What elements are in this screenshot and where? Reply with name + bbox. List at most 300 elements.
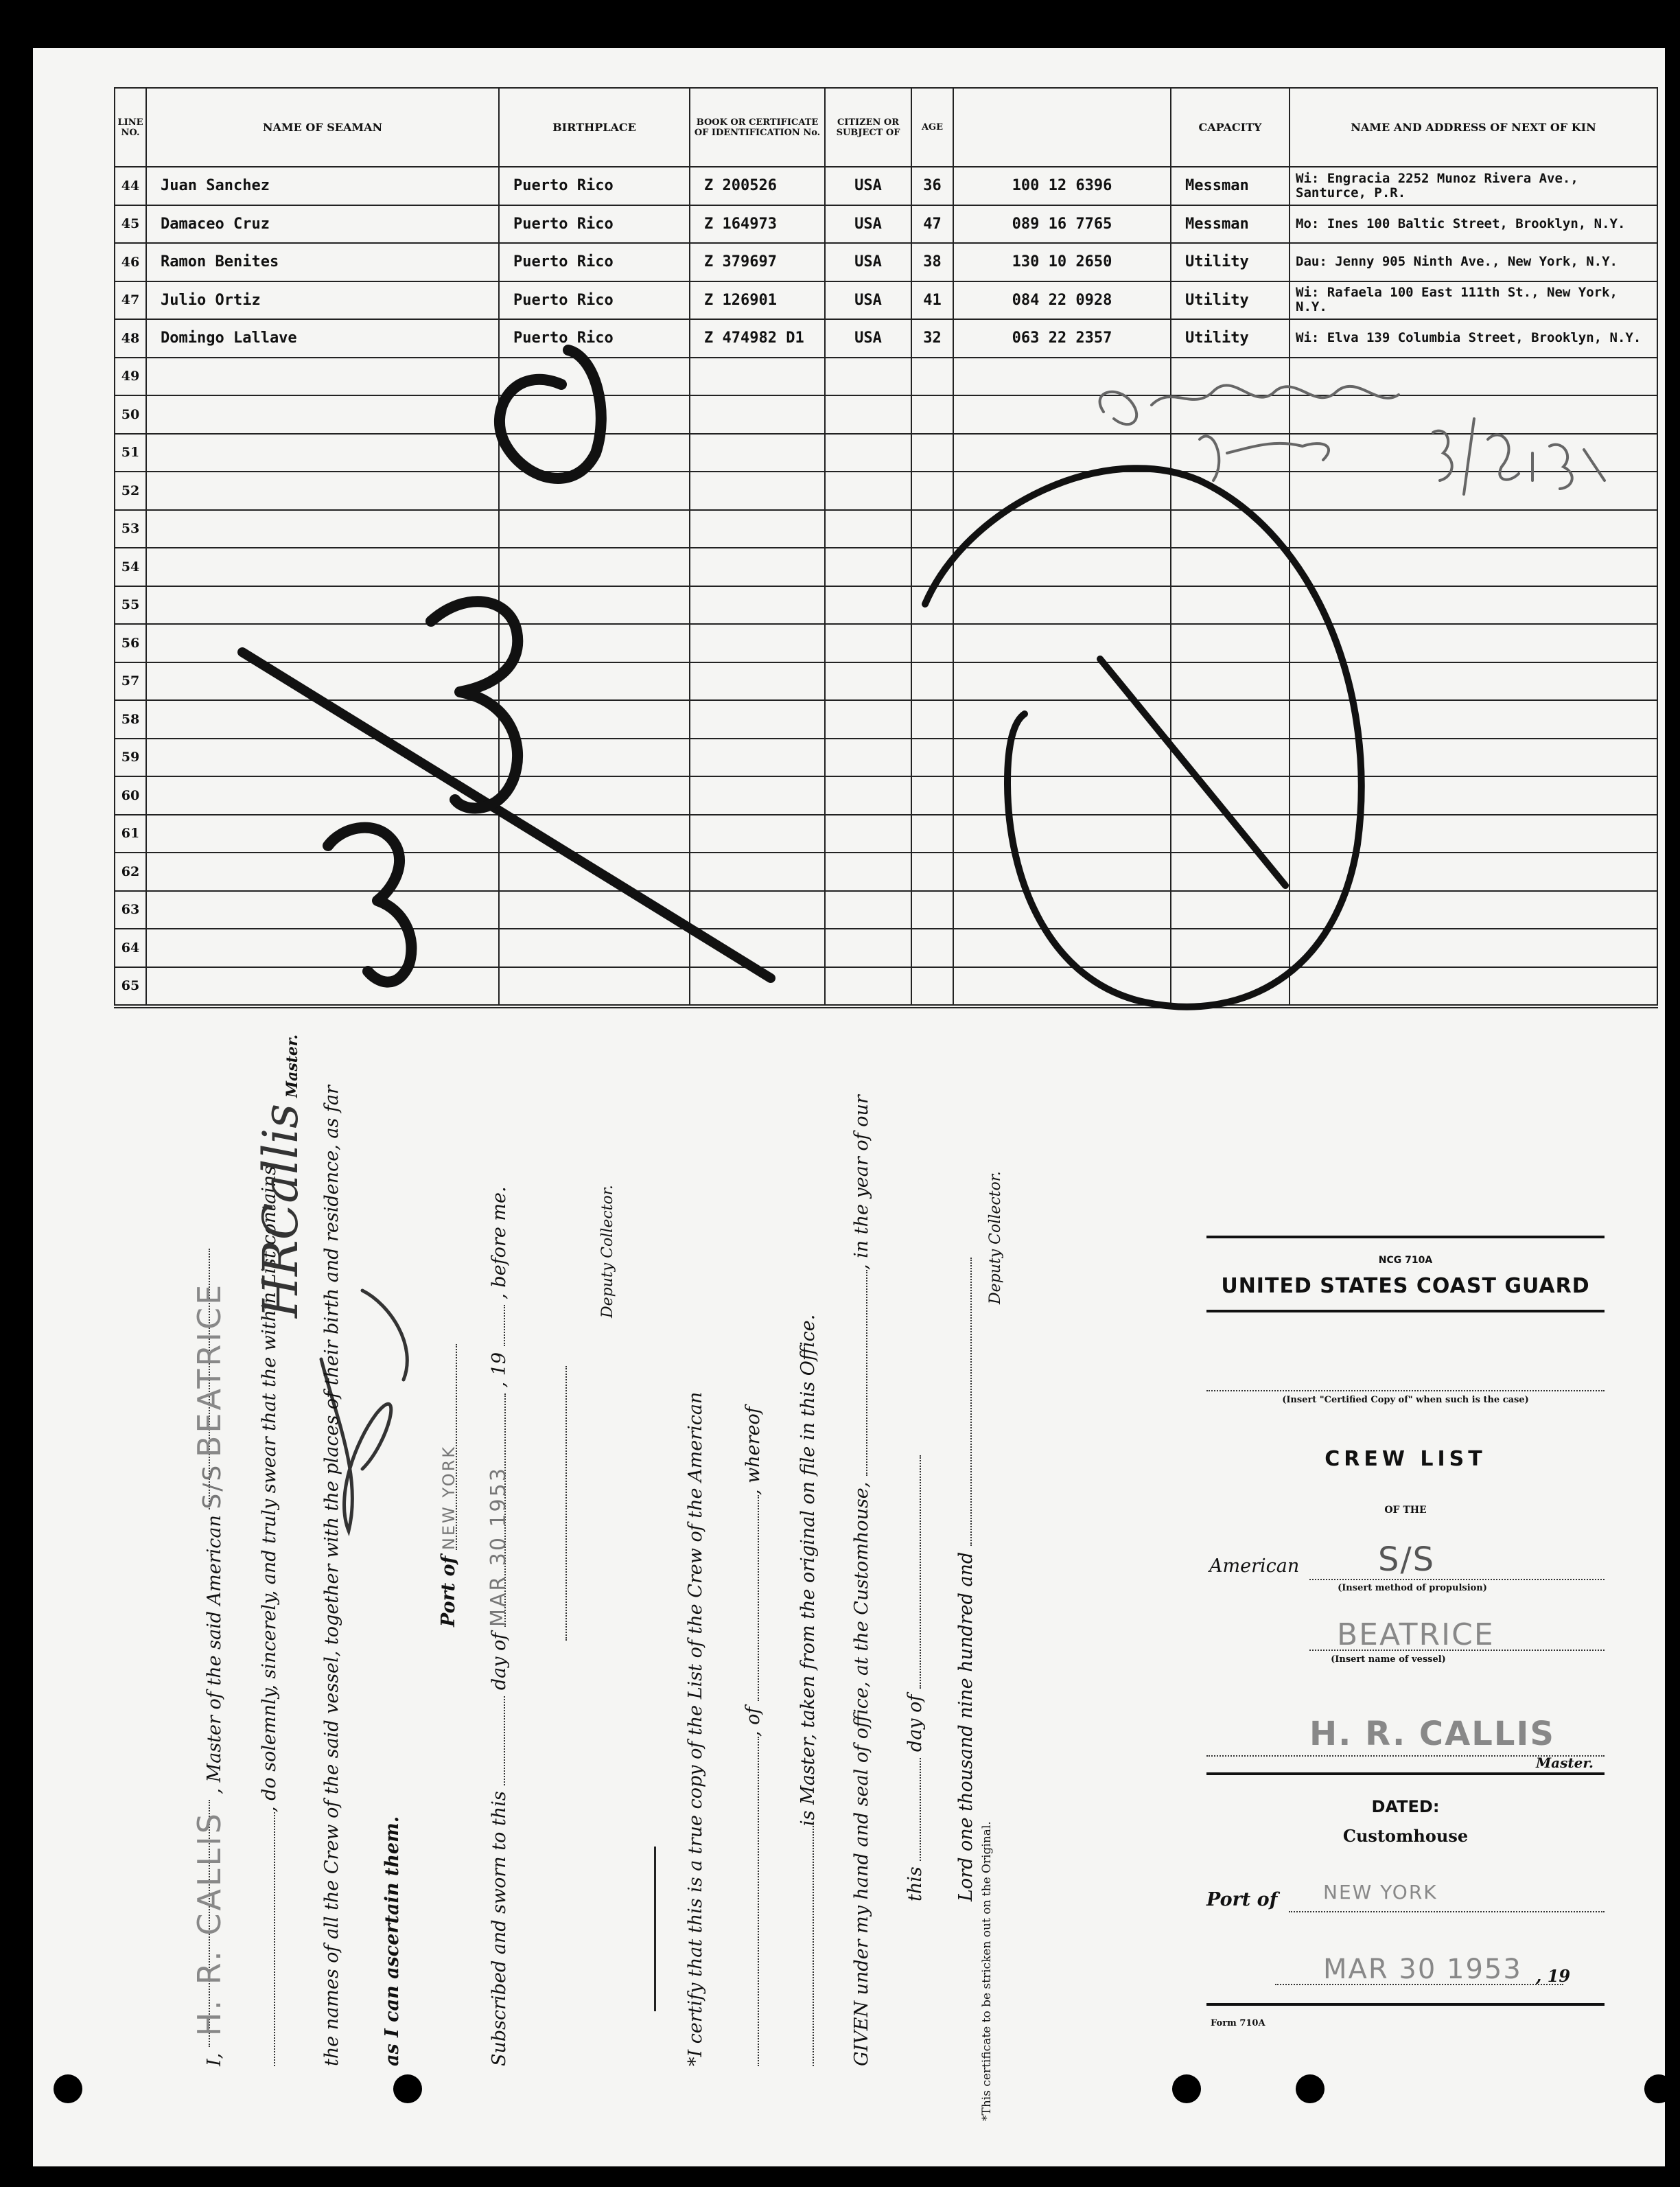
header-line-no: LINE NO. [115, 88, 146, 167]
capacity-cell [1171, 624, 1290, 662]
master-name-stamp-panel: H. R. CALLIS [1309, 1715, 1555, 1753]
name-cell: Julio Ortiz [146, 281, 499, 320]
book-cell [690, 967, 825, 1007]
table-row [115, 624, 1657, 662]
birthplace-cell [499, 586, 690, 625]
oath-swear-text: , do solemnly, sincerely, and truly swear that the within List contains [259, 1166, 280, 1812]
birthplace-cell: Puerto Rico [499, 205, 690, 244]
capacity-cell: Messman [1171, 167, 1290, 205]
next-of-kin-cell: Wi: Rafaela 100 East 111th St., New York, N.Y. [1290, 281, 1657, 320]
name-cell [146, 739, 499, 777]
table-row [115, 815, 1657, 853]
master-label-panel: Master. [1536, 1755, 1594, 1771]
signature-block [253, 1034, 309, 1318]
given-line [848, 1095, 872, 2066]
master-label: Master. [283, 1034, 301, 1098]
number-cell [953, 434, 1171, 472]
number-cell [953, 929, 1171, 967]
vessel-field [191, 1249, 228, 1509]
citizen-cell [825, 434, 911, 472]
certified-copy-caption: (Insert "Certified Copy of" when such is the case) [1282, 1395, 1529, 1405]
birthplace-cell [499, 510, 690, 548]
line-no-cell: 65 [115, 967, 146, 1007]
book-cell [690, 510, 825, 548]
age-cell [911, 700, 953, 739]
table-row [115, 281, 1657, 320]
book-cell [690, 739, 825, 777]
port-label-panel: Port of [1206, 1889, 1278, 1910]
table-row [115, 205, 1657, 244]
name-cell [146, 472, 499, 510]
citizen-cell [825, 662, 911, 701]
book-cell [690, 662, 825, 701]
number-cell [953, 586, 1171, 625]
oath-ascertain-text: as I can ascertain them. [382, 1816, 403, 2066]
birthplace-cell [499, 700, 690, 739]
birthplace-cell [499, 662, 690, 701]
citizen-cell [825, 548, 911, 586]
citizen-cell [825, 510, 911, 548]
deputy-signature-field-1 [548, 1366, 567, 1641]
table-row [115, 510, 1657, 548]
citizen-cell [825, 967, 911, 1007]
deputy-collector-label-2: Deputy Collector. [987, 1171, 1004, 1304]
next-of-kin-cell: Wi: Engracia 2252 Munoz Rivera Ave., Santurce, P.R. [1290, 167, 1657, 205]
number-cell [953, 624, 1171, 662]
this-label: this [905, 1866, 926, 1901]
name-cell [146, 929, 499, 967]
oath-section [191, 1034, 980, 2066]
book-cell [690, 548, 825, 586]
citizen-cell [825, 853, 911, 891]
name-cell [146, 548, 499, 586]
name-cell [146, 815, 499, 853]
age-cell [911, 662, 953, 701]
table-row [115, 700, 1657, 739]
age-cell: 36 [911, 167, 953, 205]
line-no-cell: 56 [115, 624, 146, 662]
age-cell [911, 434, 953, 472]
given-text: GIVEN under my hand and seal of office, at the Customhouse, [851, 1481, 872, 2066]
book-cell [690, 434, 825, 472]
panel-bottom-rule [1206, 2003, 1605, 2006]
next-of-kin-cell [1290, 891, 1657, 929]
panel-top-rule [1206, 1236, 1605, 1238]
table-row [115, 891, 1657, 929]
birthplace-cell [499, 739, 690, 777]
line-no-cell: 62 [115, 853, 146, 891]
name-cell [146, 586, 499, 625]
age-cell [911, 929, 953, 967]
line-no-cell: 61 [115, 815, 146, 853]
capacity-cell [1171, 586, 1290, 625]
number-cell [953, 548, 1171, 586]
line-no-cell: 55 [115, 586, 146, 625]
age-cell [911, 891, 953, 929]
name-cell: Domingo Lallave [146, 319, 499, 358]
crew-table [114, 87, 1658, 1008]
capacity-cell: Messman [1171, 205, 1290, 244]
next-of-kin-cell [1290, 472, 1657, 510]
capacity-cell [1171, 929, 1290, 967]
age-cell [911, 510, 953, 548]
table-row [115, 358, 1657, 396]
number-cell: 084 22 0928 [953, 281, 1171, 320]
name-cell [146, 624, 499, 662]
deputy-label-2-wrap [987, 1171, 1004, 1304]
book-cell [690, 776, 825, 815]
master-name-field [191, 1800, 228, 2047]
number-cell [953, 891, 1171, 929]
of-the-label: OF THE [1384, 1505, 1427, 1516]
line-no-cell: 57 [115, 662, 146, 701]
form-code: NCG 710A [1378, 1255, 1433, 1266]
line-no-cell: 50 [115, 395, 146, 434]
age-cell: 41 [911, 281, 953, 320]
master-signature: HRCallis [253, 1103, 309, 1318]
before-me-text: , before me. [489, 1186, 510, 1299]
this-field [902, 1758, 921, 1861]
master-field-2 [795, 1826, 814, 2066]
citizen-cell [825, 700, 911, 739]
next-of-kin-cell [1290, 548, 1657, 586]
header-citizen: CITIZEN OR SUBJECT OF [825, 88, 911, 167]
capacity-cell [1171, 776, 1290, 815]
date-stamp-panel: MAR 30 1953 [1323, 1954, 1522, 1985]
next-of-kin-cell: Mo: Ines 100 Baltic Street, Brooklyn, N.Y. [1290, 205, 1657, 244]
form-footer: Form 710A [1211, 2018, 1265, 2028]
birthplace-cell [499, 624, 690, 662]
capacity-cell [1171, 358, 1290, 396]
propulsion-handwriting: S/S [1378, 1540, 1436, 1579]
line-no-cell: 60 [115, 776, 146, 815]
capacity-cell [1171, 434, 1290, 472]
name-cell [146, 358, 499, 396]
age-cell [911, 624, 953, 662]
age-cell: 32 [911, 319, 953, 358]
of-field [740, 1495, 759, 1701]
age-cell [911, 586, 953, 625]
book-cell [690, 624, 825, 662]
subscribed-text: Subscribed and sworn to this [489, 1791, 510, 2066]
vessel-name-stamp: BEATRICE [191, 1282, 228, 1458]
master-name-stamp: H. R. CALLIS [191, 1811, 228, 2037]
next-of-kin-cell [1290, 624, 1657, 662]
capacity-cell [1171, 853, 1290, 891]
oath-separator [654, 1847, 656, 2011]
oath-divider [644, 1847, 665, 2011]
vessel-name-stamp-panel: BEATRICE [1337, 1617, 1495, 1652]
line-no-cell: 63 [115, 891, 146, 929]
dated-label: DATED: [1371, 1797, 1440, 1816]
oath-blank-2 [256, 1812, 275, 2066]
book-cell [690, 853, 825, 891]
birthplace-cell [499, 548, 690, 586]
line-no-cell: 51 [115, 434, 146, 472]
number-cell [953, 472, 1171, 510]
line-no-cell: 54 [115, 548, 146, 586]
citizen-cell: USA [825, 205, 911, 244]
vessel-name-caption: (Insert name of vessel) [1331, 1654, 1446, 1665]
date-field [487, 1393, 511, 1628]
birthplace-cell [499, 358, 690, 396]
capacity-cell: Utility [1171, 281, 1290, 320]
year-of-our-text: , in the year of our [851, 1095, 872, 1271]
name-cell [146, 395, 499, 434]
birthplace-cell: Puerto Rico [499, 243, 690, 281]
master-rule [1206, 1772, 1605, 1775]
name-cell [146, 853, 499, 891]
capacity-cell [1171, 739, 1290, 777]
oath-line-1 [191, 1249, 228, 2066]
citizen-cell: USA [825, 167, 911, 205]
table-row [115, 967, 1657, 1007]
age-cell [911, 967, 953, 1007]
line-no-cell: 58 [115, 700, 146, 739]
agency-rule [1206, 1310, 1605, 1312]
number-cell [953, 776, 1171, 815]
port-label: Port of [438, 1555, 459, 1627]
number-cell [953, 967, 1171, 1007]
day-of-label-2: day of [905, 1694, 926, 1752]
header-blank [953, 88, 1171, 167]
age-cell: 38 [911, 243, 953, 281]
line-no-cell: 48 [115, 319, 146, 358]
port-field-panel [1289, 1911, 1605, 1912]
header-age: AGE [911, 88, 953, 167]
year-field [486, 1305, 505, 1346]
footnote-wrap [980, 1821, 994, 2121]
line-no-cell: 46 [115, 243, 146, 281]
book-cell [690, 358, 825, 396]
next-of-kin-cell [1290, 510, 1657, 548]
number-cell [953, 853, 1171, 891]
citizen-cell: USA [825, 243, 911, 281]
book-cell [690, 700, 825, 739]
agency-title: UNITED STATES COAST GUARD [1221, 1274, 1590, 1298]
number-cell [953, 395, 1171, 434]
citizen-cell [825, 891, 911, 929]
header-book: BOOK OR CERTIFICATE OF IDENTIFICATION No. [690, 88, 825, 167]
next-of-kin-cell [1290, 929, 1657, 967]
citizen-cell [825, 776, 911, 815]
line-no-cell: 44 [115, 167, 146, 205]
this-day-line [902, 1455, 926, 1901]
next-of-kin-cell [1290, 358, 1657, 396]
capacity-cell [1171, 548, 1290, 586]
subscribed-line [486, 1186, 510, 2066]
line-no-cell: 45 [115, 205, 146, 244]
birthplace-cell [499, 815, 690, 853]
table-header-row [115, 88, 1657, 167]
customhouse-field [848, 1270, 867, 1476]
book-cell [690, 472, 825, 510]
book-cell [690, 891, 825, 929]
number-cell: 089 16 7765 [953, 205, 1171, 244]
age-cell [911, 358, 953, 396]
book-cell [690, 395, 825, 434]
table-row [115, 434, 1657, 472]
american-label: American [1209, 1555, 1300, 1577]
number-cell [953, 358, 1171, 396]
name-cell [146, 662, 499, 701]
crew-table-body [115, 167, 1657, 1006]
book-cell: Z 200526 [690, 167, 825, 205]
birthplace-cell: Puerto Rico [499, 319, 690, 358]
lord-line [953, 1258, 977, 1901]
certified-copy-field [1206, 1390, 1605, 1391]
day-of-label: day of [489, 1632, 510, 1691]
next-of-kin-cell: Wi: Elva 139 Columbia Street, Brooklyn, N.Y. [1290, 319, 1657, 358]
birthplace-cell: Puerto Rico [499, 281, 690, 320]
port-field [438, 1344, 457, 1550]
book-cell: Z 379697 [690, 243, 825, 281]
next-of-kin-cell: Dau: Jenny 905 Ninth Ave., New York, N.Y. [1290, 243, 1657, 281]
number-cell [953, 815, 1171, 853]
name-cell: Ramon Benites [146, 243, 499, 281]
name-cell [146, 891, 499, 929]
capacity-cell [1171, 395, 1290, 434]
birthplace-cell [499, 776, 690, 815]
certify-text: *I certify that this is a true copy of the List of the Crew of the American [685, 1391, 706, 2066]
name-cell [146, 434, 499, 472]
header-name: NAME OF SEAMAN [146, 88, 499, 167]
table-row [115, 472, 1657, 510]
binder-hole [1172, 2074, 1201, 2103]
citizen-cell: USA [825, 281, 911, 320]
table-row [115, 167, 1657, 205]
date-stamp: MAR 30 1953 [487, 1466, 511, 1628]
line-no-cell: 64 [115, 929, 146, 967]
binder-hole [393, 2074, 422, 2103]
table-row [115, 395, 1657, 434]
capacity-cell: Utility [1171, 243, 1290, 281]
birthplace-cell [499, 395, 690, 434]
citizen-cell [825, 395, 911, 434]
name-cell: Juan Sanchez [146, 167, 499, 205]
birthplace-cell [499, 853, 690, 891]
table-row [115, 319, 1657, 358]
line-no-cell: 53 [115, 510, 146, 548]
deputy-label-1-wrap [596, 1185, 617, 1318]
next-of-kin-cell [1290, 662, 1657, 701]
number-cell [953, 700, 1171, 739]
age-cell [911, 395, 953, 434]
scan-border-bottom [33, 2166, 1680, 2187]
port-line [438, 1344, 459, 1627]
year-label-panel: , 19 [1536, 1966, 1571, 1986]
book-cell [690, 815, 825, 853]
port-stamp-panel: NEW YORK [1323, 1881, 1438, 1903]
next-of-kin-cell [1290, 434, 1657, 472]
certify-line [685, 1392, 706, 2066]
next-of-kin-cell [1290, 815, 1657, 853]
number-cell: 130 10 2650 [953, 243, 1171, 281]
capacity-cell [1171, 967, 1290, 1007]
next-of-kin-cell [1290, 776, 1657, 815]
table-row [115, 853, 1657, 891]
day-field [486, 1696, 505, 1785]
master-taken-line [795, 1315, 819, 2066]
number-cell [953, 662, 1171, 701]
number-cell [953, 510, 1171, 548]
age-cell [911, 548, 953, 586]
line-no-cell: 52 [115, 472, 146, 510]
footnote-text: *This certificate to be stricken out on the Original. [980, 1821, 994, 2121]
next-of-kin-cell [1290, 853, 1657, 891]
of-label: , of [743, 1706, 764, 1737]
next-of-kin-cell [1290, 395, 1657, 434]
customhouse-label: Customhouse [1342, 1826, 1469, 1846]
book-cell [690, 929, 825, 967]
scan-border-top [33, 0, 1680, 48]
master-taken-text: is Master, taken from the original on file in this Office. [797, 1314, 819, 1826]
of-line [740, 1407, 764, 2066]
number-cell: 063 22 2357 [953, 319, 1171, 358]
oath-master-of-text: , Master of the said American [204, 1515, 225, 1794]
table-row [115, 243, 1657, 281]
table-row [115, 739, 1657, 777]
oath-i: I, [204, 2052, 225, 2066]
header-capacity: CAPACITY [1171, 88, 1290, 167]
propulsion-field [1309, 1579, 1605, 1580]
capacity-cell [1171, 662, 1290, 701]
age-cell [911, 776, 953, 815]
next-of-kin-cell [1290, 739, 1657, 777]
deputy-collector-label-1: Deputy Collector. [599, 1185, 616, 1318]
crew-list-title: CREW LIST [1325, 1447, 1486, 1471]
oath-line-3: the names of all the Crew of the said vessel, together with the places of their birth and residence, as far [321, 1085, 342, 2066]
age-cell [911, 853, 953, 891]
citizen-cell: USA [825, 319, 911, 358]
name-cell [146, 700, 499, 739]
whereof-label: , whereof [743, 1407, 764, 1495]
binder-hole [1296, 2074, 1325, 2103]
deputy-line-1 [548, 1366, 572, 1641]
age-cell: 47 [911, 205, 953, 244]
next-of-kin-cell [1290, 967, 1657, 1007]
citizen-cell [825, 624, 911, 662]
birthplace-cell: Puerto Rico [499, 167, 690, 205]
age-cell [911, 739, 953, 777]
book-cell: Z 474982 D1 [690, 319, 825, 358]
line-no-cell: 47 [115, 281, 146, 320]
birthplace-cell [499, 929, 690, 967]
port-stamp: NEW YORK [439, 1444, 458, 1551]
name-cell [146, 776, 499, 815]
vessel-field-2 [740, 1737, 759, 2066]
table-row [115, 776, 1657, 815]
capacity-cell [1171, 510, 1290, 548]
line-no-cell: 59 [115, 739, 146, 777]
birthplace-cell [499, 891, 690, 929]
header-birthplace: BIRTHPLACE [499, 88, 690, 167]
name-cell: Damaceo Cruz [146, 205, 499, 244]
age-cell [911, 472, 953, 510]
birthplace-cell [499, 967, 690, 1007]
citizen-cell [825, 586, 911, 625]
lord-text: Lord one thousand nine hundred and [955, 1551, 977, 1901]
next-of-kin-cell [1290, 586, 1657, 625]
capacity-cell [1171, 700, 1290, 739]
day-of-field-2 [902, 1455, 921, 1689]
vessel-method-handwriting: S/S [198, 1463, 226, 1509]
next-of-kin-cell [1290, 700, 1657, 739]
name-cell [146, 510, 499, 548]
binder-hole [54, 2074, 82, 2103]
line-no-cell: 49 [115, 358, 146, 396]
capacity-cell [1171, 891, 1290, 929]
